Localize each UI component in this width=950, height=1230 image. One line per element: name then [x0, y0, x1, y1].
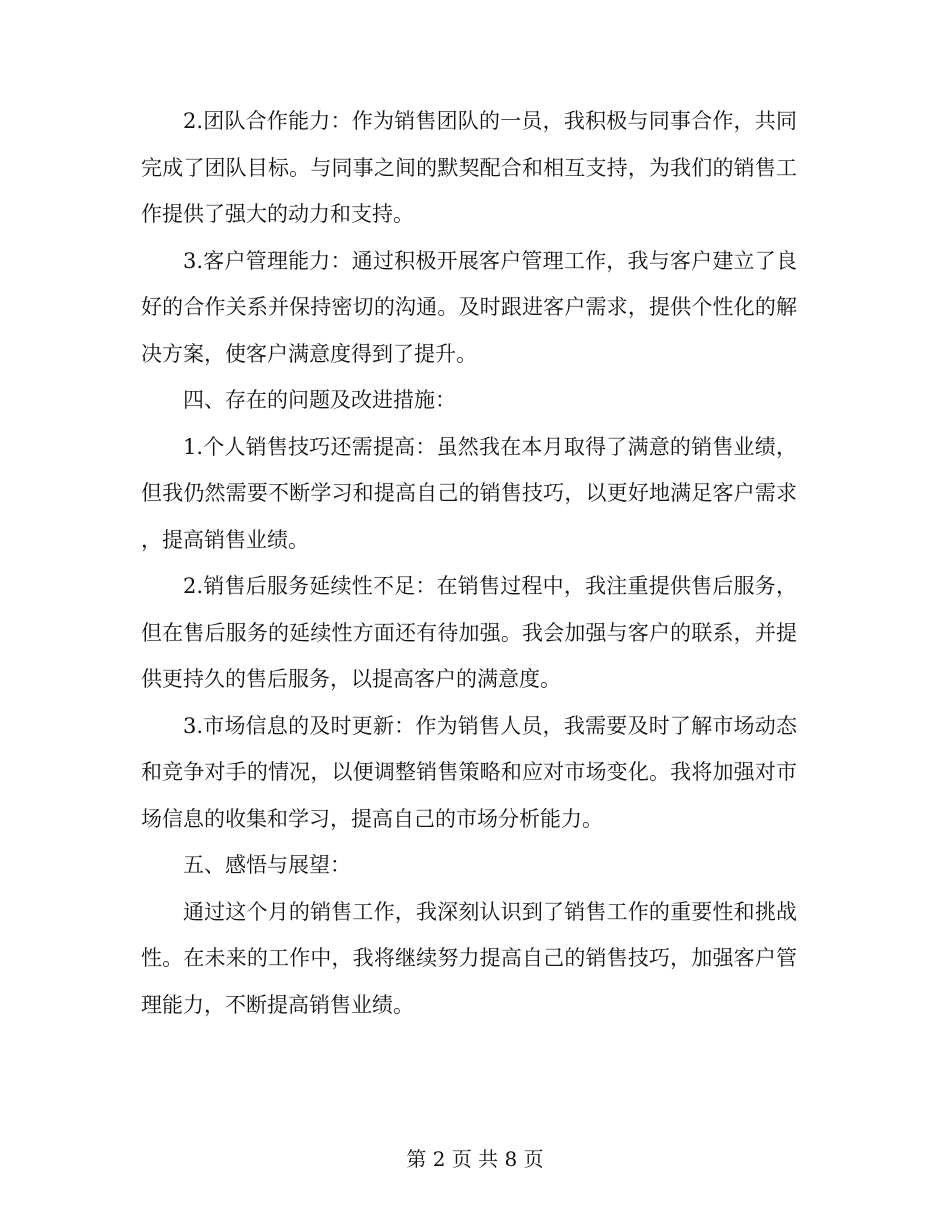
paragraph-team-cooperation: 2.团队合作能力：作为销售团队的一员，我积极与同事合作，共同完成了团队目标。与同事之间的默契配合和相互支持，为我们的销售工作提供了强大的动力和支持。	[141, 109, 797, 226]
section-heading-problems: 四、存在的问题及改进措施：	[183, 388, 456, 412]
paragraph-sales-skills: 1.个人销售技巧还需提高：虽然我在本月取得了满意的销售业绩，但我仍然需要不断学习和提高自己的销售技巧，以更好地满足客户需求，提高销售业绩。	[141, 434, 797, 552]
paragraph-market-information: 3.市场信息的及时更新：作为销售人员，我需要及时了解市场动态和竞争对手的情况，以便调整销售策略和应对市场变化。我将加强对市场信息的收集和学习，提高自己的市场分析能力。	[141, 713, 797, 831]
page-number-footer: 第 2 页 共 8 页	[406, 1147, 544, 1171]
paragraph-customer-management: 3.客户管理能力：通过积极开展客户管理工作，我与客户建立了良好的合作关系并保持密切的沟通。及时跟进客户需求，提供个性化的解决方案，使客户满意度得到了提升。	[141, 248, 797, 366]
section-heading-outlook: 五、感悟与展望：	[183, 853, 351, 877]
document-body	[141, 98, 797, 1028]
paragraph-conclusion: 通过这个月的销售工作，我深刻认识到了销售工作的重要性和挑战性。在未来的工作中，我将继续努力提高自己的销售技巧，加强客户管理能力，不断提高销售业绩。	[141, 899, 797, 1017]
paragraph-after-sales-service: 2.销售后服务延续性不足：在销售过程中，我注重提供售后服务，但在售后服务的延续性方面还有待加强。我会加强与客户的联系，并提供更持久的售后服务，以提高客户的满意度。	[141, 574, 797, 691]
